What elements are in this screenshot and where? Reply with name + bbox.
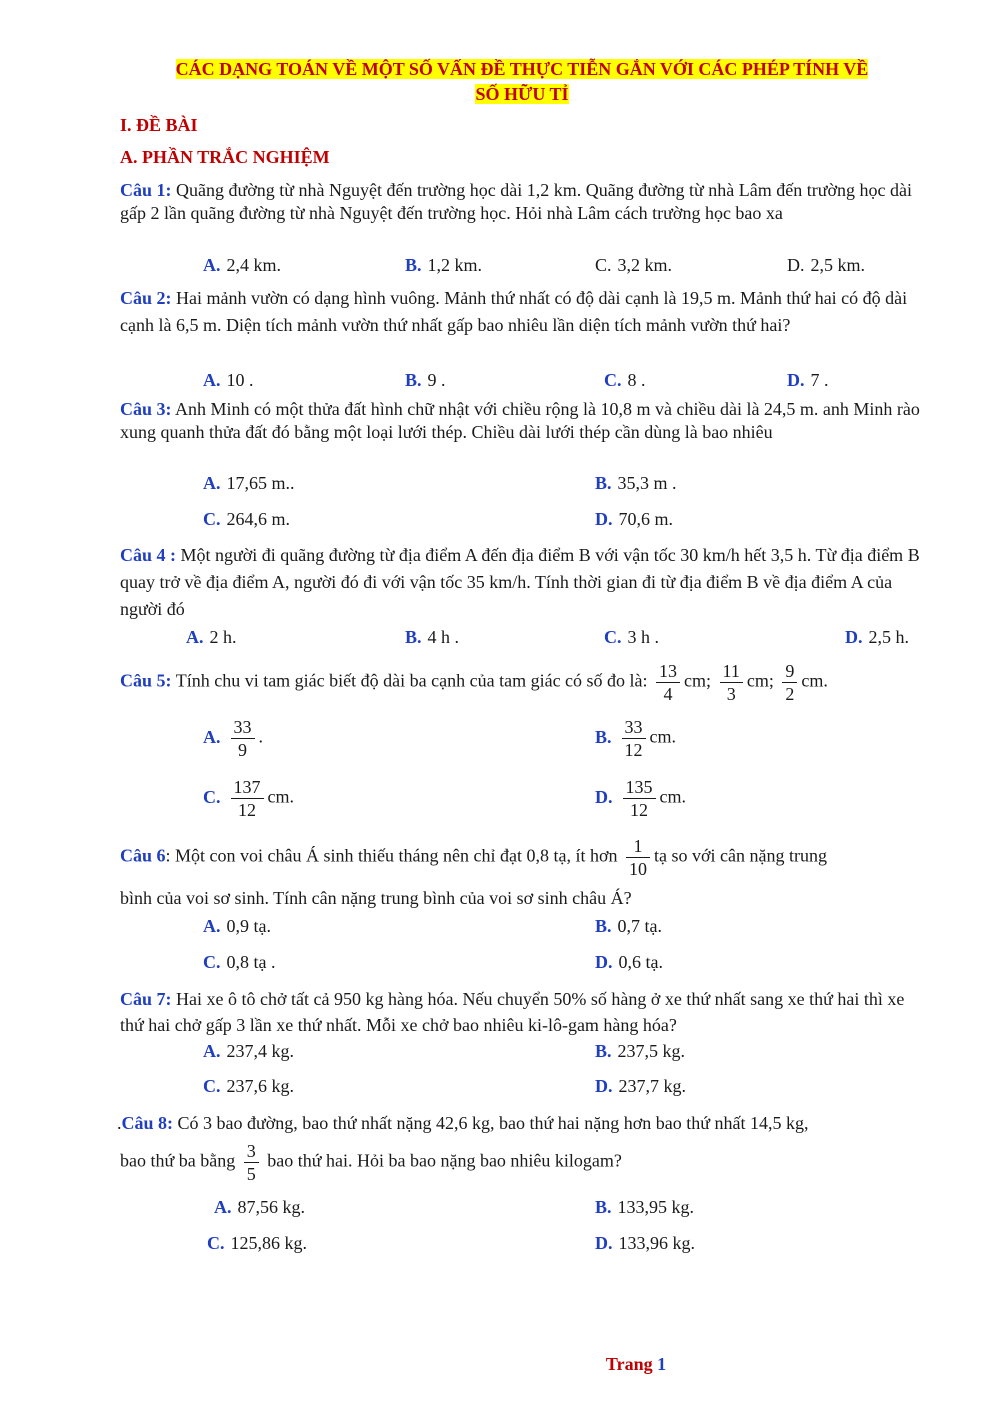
- side-fraction-2: [720, 660, 743, 705]
- option-label: C.: [595, 255, 612, 275]
- unit: cm.: [649, 726, 677, 747]
- option-text: 3,2 km.: [617, 255, 673, 275]
- option-text: 4 h .: [427, 627, 460, 647]
- denominator: 3: [726, 684, 736, 704]
- option-text: 0,9 tạ.: [226, 916, 271, 936]
- numerator: 1: [626, 835, 650, 858]
- denominator: 12: [238, 800, 256, 820]
- option-label: C.: [604, 627, 622, 647]
- option-label: D.: [595, 786, 613, 807]
- title-line-1: CÁC DẠNG TOÁN VỀ MỘT SỐ VẤN ĐỀ THỰC TIỄN GẮN VỚI CÁC PHÉP TÍNH VỀ: [175, 59, 869, 79]
- q6-fraction: [626, 835, 650, 880]
- q4-option-a[interactable]: [186, 627, 237, 648]
- option-text: 237,6 kg.: [226, 1076, 294, 1096]
- q8-fraction: [244, 1140, 259, 1185]
- q7-option-c[interactable]: [203, 1076, 294, 1097]
- option-text: 133,95 kg.: [617, 1197, 695, 1217]
- question-6-label: Câu 6: [120, 845, 166, 866]
- q1-option-a[interactable]: [203, 255, 281, 276]
- option-label: D.: [595, 1233, 613, 1253]
- q2-option-b[interactable]: [405, 370, 446, 391]
- question-8-text-b: bao thứ ba bằng: [120, 1150, 236, 1171]
- option-text: 7 .: [810, 370, 829, 390]
- question-2-label: Câu 2:: [120, 288, 172, 308]
- question-6-text-b: tạ so với cân nặng trung: [653, 845, 827, 866]
- option-text: 2 h.: [209, 627, 237, 647]
- question-4-label: Câu 4 :: [120, 545, 177, 565]
- option-fraction: [231, 776, 264, 821]
- q3-option-b[interactable]: [595, 473, 677, 494]
- option-label: D.: [595, 952, 613, 972]
- option-label: B.: [595, 726, 612, 747]
- option-label: C.: [203, 952, 221, 972]
- option-label: A.: [203, 370, 221, 390]
- q6-option-c[interactable]: [203, 952, 276, 973]
- option-label: D.: [595, 509, 613, 529]
- option-text: 9 .: [427, 370, 446, 390]
- q5-option-d[interactable]: [595, 776, 686, 821]
- q1-option-d[interactable]: [787, 255, 865, 276]
- option-fraction: [622, 716, 646, 761]
- q8-option-a[interactable]: [214, 1197, 305, 1218]
- q6-option-a[interactable]: [203, 916, 271, 937]
- option-text: 133,96 kg.: [618, 1233, 695, 1253]
- option-text: 70,6 m.: [618, 509, 674, 529]
- option-text: 35,3 m .: [617, 473, 677, 493]
- unit: cm.: [267, 786, 294, 807]
- option-label: A.: [203, 916, 221, 936]
- option-label: A.: [203, 1041, 221, 1061]
- option-text: 264,6 m.: [226, 509, 291, 529]
- numerator: 33: [231, 716, 255, 739]
- option-label: D.: [787, 255, 805, 275]
- q2-option-d[interactable]: [787, 370, 829, 391]
- option-label: B.: [595, 1197, 612, 1217]
- q7-option-b[interactable]: [595, 1041, 685, 1062]
- q8-option-b[interactable]: [595, 1197, 694, 1218]
- option-label: D.: [595, 1076, 613, 1096]
- option-text: 10 .: [226, 370, 254, 390]
- option-label: B.: [405, 627, 422, 647]
- q3-option-a[interactable]: [203, 473, 295, 494]
- unit: cm.: [659, 786, 686, 807]
- question-7-text: Hai xe ô tô chở tất cả 950 kg hàng hóa. Nếu chuyển 50% số hàng ở xe thứ nhất sang xe thứ hai thì xe thứ hai chở gấp 3 lần xe thứ nhất. Mỗi xe chở bao nhiêu ki-lô-gam hàng hóa?: [120, 989, 905, 1035]
- q6-option-b[interactable]: [595, 916, 662, 937]
- option-label: C.: [203, 1076, 221, 1096]
- q2-option-a[interactable]: [203, 370, 254, 391]
- side-fraction-3: [782, 660, 797, 705]
- page-footer: [136, 1354, 1000, 1375]
- unit: cm;: [746, 670, 774, 691]
- q2-option-c[interactable]: [604, 370, 646, 391]
- question-5: [120, 660, 940, 705]
- option-text: 2,5 h.: [868, 627, 909, 647]
- question-7: [120, 986, 930, 1038]
- option-text: 17,65 m..: [226, 473, 295, 493]
- question-8-line-2: [120, 1140, 920, 1185]
- option-label: A.: [186, 627, 204, 647]
- option-label: D.: [845, 627, 863, 647]
- option-label: B.: [595, 473, 612, 493]
- unit: cm;: [684, 670, 712, 691]
- question-8-text-c: bao thứ hai. Hỏi ba bao nặng bao nhiêu kilogam?: [267, 1150, 622, 1171]
- numerator: 3: [244, 1140, 259, 1163]
- q3-option-c[interactable]: [203, 509, 290, 530]
- question-8-text-a: Có 3 bao đường, bao thứ nhất nặng 42,6 kg, bao thứ hai nặng hơn bao thứ nhất 14,5 kg,: [177, 1113, 809, 1133]
- question-8-prefix: .: [117, 1113, 122, 1133]
- question-3-text: Anh Minh có một thửa đất hình chữ nhật với chiều rộng là 10,8 m và chiều dài là 24,5 m. anh Minh rào xung quanh thửa đất đó bằng một loại lưới thép. Chiều dài lưới thép cần dùng là bao nhiêu: [120, 399, 920, 442]
- option-label: D.: [787, 370, 805, 390]
- option-text: 3 h .: [627, 627, 659, 647]
- question-7-label: Câu 7:: [120, 989, 172, 1009]
- unit: .: [258, 726, 263, 747]
- option-label: A.: [203, 255, 221, 275]
- option-label: A.: [203, 473, 221, 493]
- question-8-label: Câu 8:: [121, 1113, 174, 1133]
- denominator: 4: [663, 684, 673, 704]
- question-1: [120, 179, 920, 225]
- numerator: 137: [231, 776, 264, 799]
- page-number: 1: [657, 1354, 667, 1374]
- q4-option-c[interactable]: [604, 627, 659, 648]
- option-label: C.: [203, 509, 221, 529]
- option-fraction: [231, 716, 255, 761]
- option-label: B.: [595, 916, 612, 936]
- option-text: 125,86 kg.: [230, 1233, 307, 1253]
- option-text: 2,5 km.: [810, 255, 866, 275]
- question-6-line-2: bình của voi sơ sinh. Tính cân nặng trung bình của voi sơ sinh châu Á?: [120, 888, 632, 908]
- denominator: 10: [628, 859, 647, 879]
- denominator: 5: [246, 1164, 256, 1184]
- option-label: C.: [203, 786, 221, 807]
- q7-option-d[interactable]: [595, 1076, 686, 1097]
- option-text: 8 .: [627, 370, 646, 390]
- q5-option-b[interactable]: [595, 716, 676, 761]
- title-line-2: SỐ HỮU TỈ: [475, 84, 569, 104]
- subsection-heading: A. PHẦN TRẮC NGHIỆM: [120, 147, 330, 167]
- denominator: 12: [630, 800, 648, 820]
- option-text: 237,7 kg.: [618, 1076, 686, 1096]
- question-4-text: Một người đi quãng đường từ địa điểm A đến địa điểm B với vận tốc 30 km/h hết 3,5 h. Từ địa điểm B quay trở về địa điểm A, người đó đi với vận tốc 35 km/h. Tính thời gian đi từ địa điểm B về địa điểm A của người đó: [120, 545, 920, 619]
- denominator: 12: [624, 740, 643, 760]
- question-1-label: Câu 1:: [120, 180, 172, 200]
- q1-option-c[interactable]: [595, 255, 672, 276]
- question-6: [120, 835, 940, 880]
- document-title: [130, 57, 914, 107]
- question-3-label: Câu 3:: [120, 399, 172, 419]
- question-5-text: Tính chu vi tam giác biết độ dài ba cạnh của tam giác có số đo là:: [175, 670, 648, 691]
- numerator: 33: [622, 716, 646, 739]
- numerator: 135: [623, 776, 656, 799]
- question-3: [120, 398, 920, 444]
- q8-option-c[interactable]: [207, 1233, 307, 1254]
- question-2-text: Hai mảnh vườn có dạng hình vuông. Mảnh thứ nhất có độ dài cạnh là 19,5 m. Mảnh thứ hai có độ dài cạnh là 6,5 m. Diện tích mảnh vườn thứ nhất gấp bao nhiêu lần diện tích mảnh vườn thứ hai?: [120, 288, 908, 335]
- q7-option-a[interactable]: [203, 1041, 294, 1062]
- question-8: [117, 1113, 937, 1134]
- q5-option-a[interactable]: [203, 716, 263, 761]
- q4-option-b[interactable]: [405, 627, 459, 648]
- question-2: [120, 285, 920, 339]
- q5-option-c[interactable]: [203, 776, 294, 821]
- option-label: C.: [604, 370, 622, 390]
- footer-word: Trang: [605, 1354, 653, 1374]
- option-label: B.: [595, 1041, 612, 1061]
- option-text: 0,8 tạ .: [226, 952, 276, 972]
- question-4: [120, 542, 920, 623]
- numerator: 11: [720, 660, 743, 683]
- unit: cm.: [801, 670, 828, 691]
- option-text: 2,4 km.: [226, 255, 282, 275]
- question-1-text: Quãng đường từ nhà Nguyệt đến trường học dài 1,2 km. Quãng đường từ nhà Lâm đến trường học dài gấp 2 lần quãng đường từ nhà Nguyệt đến trường học. Hỏi nhà Lâm cách trường học bao xa: [120, 180, 912, 223]
- option-label: A.: [203, 726, 221, 747]
- denominator: 9: [238, 740, 247, 760]
- option-text: 87,56 kg.: [237, 1197, 305, 1217]
- option-label: A.: [214, 1197, 232, 1217]
- option-text: 237,4 kg.: [226, 1041, 294, 1061]
- option-label: C.: [207, 1233, 225, 1253]
- numerator: 13: [656, 660, 680, 683]
- option-text: 0,7 tạ.: [617, 916, 663, 936]
- option-text: 1,2 km.: [427, 255, 483, 275]
- option-label: B.: [405, 370, 422, 390]
- side-fraction-1: [656, 660, 680, 705]
- numerator: 9: [782, 660, 797, 683]
- denominator: 2: [785, 684, 795, 704]
- q1-option-b[interactable]: [405, 255, 482, 276]
- question-5-label: Câu 5:: [120, 670, 172, 691]
- option-label: B.: [405, 255, 422, 275]
- q3-option-d[interactable]: [595, 509, 673, 530]
- q8-option-d[interactable]: [595, 1233, 695, 1254]
- option-text: 0,6 tạ.: [618, 952, 663, 972]
- q4-option-d[interactable]: [845, 627, 909, 648]
- option-text: 237,5 kg.: [617, 1041, 686, 1061]
- section-heading: I. ĐỀ BÀI: [120, 115, 198, 135]
- option-fraction: [623, 776, 656, 821]
- q6-option-d[interactable]: [595, 952, 663, 973]
- question-6-text-a: : Một con voi châu Á sinh thiếu tháng nên chỉ đạt 0,8 tạ, ít hơn: [165, 845, 618, 866]
